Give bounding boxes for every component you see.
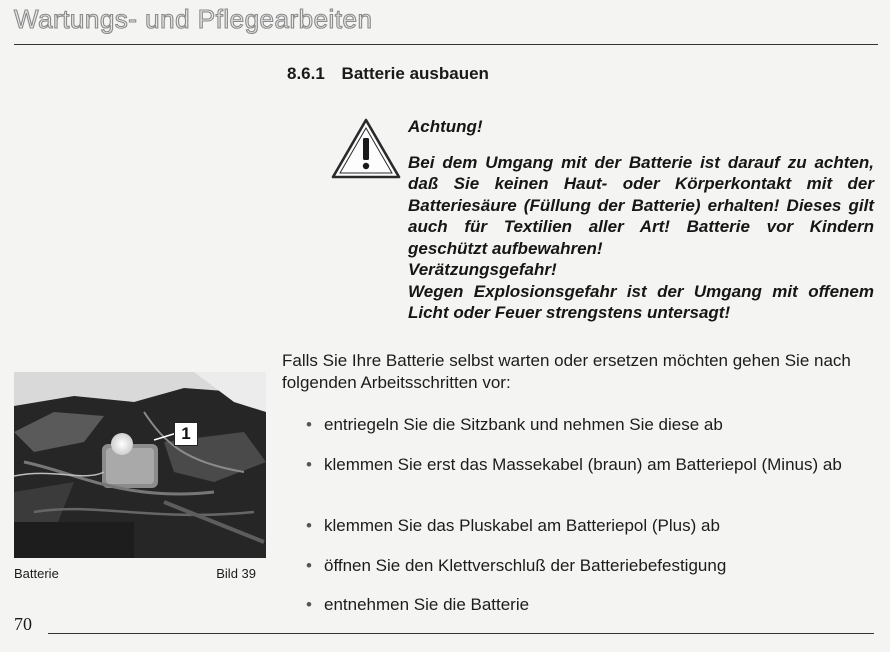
section-number: 8.6.1 xyxy=(287,64,325,83)
list-item xyxy=(306,454,844,476)
bullet-icon: • xyxy=(306,415,312,434)
warning-title: Achtung! xyxy=(408,117,483,136)
list-item xyxy=(306,414,864,436)
step-text: klemmen Sie das Pluskabel am Batteriepol (Plus) ab xyxy=(324,516,720,535)
list-item xyxy=(306,555,864,577)
bullet-icon: • xyxy=(306,455,312,474)
footer-rule xyxy=(48,633,874,634)
page-number: 70 xyxy=(14,614,32,634)
section-heading xyxy=(287,64,489,84)
warning-explosion: Wegen Explosionsgefahr ist der Umgang mit offenem Licht oder Feuer strengstens untersagt! xyxy=(408,281,874,322)
step-text: entriegeln Sie die Sitzbank und nehmen Sie diese ab xyxy=(324,415,723,434)
warning-corrosion: Verätzungsgefahr! xyxy=(408,260,557,279)
bullet-icon: • xyxy=(306,556,312,575)
page-header-title: Wartungs- und Pflegearbeiten xyxy=(14,4,373,34)
section-title: Batterie ausbauen xyxy=(341,64,489,83)
list-item xyxy=(306,594,864,616)
step-text: klemmen Sie erst das Massekabel (braun) am Batteriepol (Minus) ab xyxy=(324,455,842,474)
figure-caption-left: Batterie xyxy=(14,566,59,581)
step-text: öffnen Sie den Klettverschluß der Batteriebefestigung xyxy=(324,556,727,575)
warning-triangle-icon xyxy=(330,116,402,180)
bullet-icon: • xyxy=(306,516,312,535)
figure-callout: 1 xyxy=(174,422,198,446)
warning-text: Bei dem Umgang mit der Batterie ist darauf zu achten, daß Sie keinen Haut- oder Körperkontakt mit der Batteriesäure (Füllung der Batterie) erhalten! Dieses gilt auch für Textilien aller Art! Batterie vor Kindern geschützt aufbewahren! xyxy=(408,152,874,258)
intro-paragraph: Falls Sie Ihre Batterie selbst warten oder ersetzen möchten gehen Sie nach folgenden Arbeitsschritten vor: xyxy=(282,351,851,392)
battery-photo-image xyxy=(14,372,266,558)
list-item xyxy=(306,515,864,537)
bullet-icon: • xyxy=(306,595,312,614)
battery-photo xyxy=(14,372,266,558)
header-rule xyxy=(14,44,878,45)
warning-block xyxy=(408,116,874,324)
figure-caption-right: Bild 39 xyxy=(216,566,256,581)
step-text: entnehmen Sie die Batterie xyxy=(324,595,530,614)
